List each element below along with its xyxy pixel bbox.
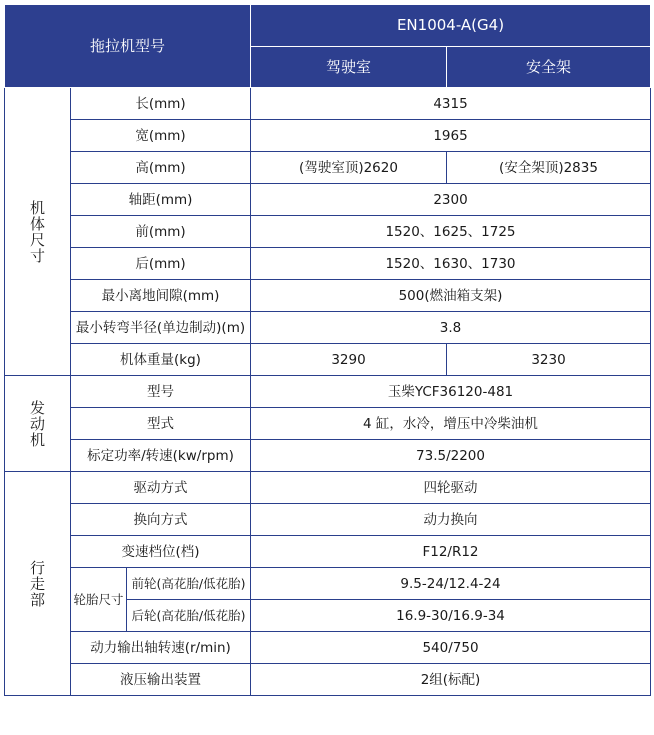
table-row bbox=[5, 664, 651, 696]
spec-table bbox=[4, 4, 651, 696]
row-value: 3.8 bbox=[251, 312, 651, 344]
row-label: 后(mm) bbox=[71, 248, 251, 280]
row-label: 最小转弯半径(单边制动)(m) bbox=[71, 312, 251, 344]
cab-column-header: 驾驶室 bbox=[251, 46, 447, 88]
row-value-frame: 3230 bbox=[447, 344, 651, 376]
row-label: 轴距(mm) bbox=[71, 184, 251, 216]
table-row bbox=[5, 248, 651, 280]
row-label: 后轮(高花胎/低花胎) bbox=[127, 600, 251, 632]
row-label: 标定功率/转速(kw/rpm) bbox=[71, 440, 251, 472]
row-label: 前轮(高花胎/低花胎) bbox=[127, 568, 251, 600]
section-drive: 行 走 部 bbox=[5, 472, 71, 696]
table-row bbox=[5, 568, 651, 600]
row-label: 驱动方式 bbox=[71, 472, 251, 504]
table-row bbox=[5, 120, 651, 152]
table-row bbox=[5, 376, 651, 408]
table-row bbox=[5, 536, 651, 568]
row-value: 1520、1625、1725 bbox=[251, 216, 651, 248]
table-row bbox=[5, 408, 651, 440]
row-label: 动力输出轴转速(r/min) bbox=[71, 632, 251, 664]
table-row bbox=[5, 152, 651, 184]
model-label: 拖拉机型号 bbox=[5, 5, 251, 88]
row-label: 型号 bbox=[71, 376, 251, 408]
row-label: 长(mm) bbox=[71, 88, 251, 120]
row-value: 1965 bbox=[251, 120, 651, 152]
row-label: 高(mm) bbox=[71, 152, 251, 184]
row-label: 换向方式 bbox=[71, 504, 251, 536]
table-row bbox=[5, 280, 651, 312]
row-value: 540/750 bbox=[251, 632, 651, 664]
model-value: EN1004-A(G4) bbox=[251, 5, 651, 47]
section-engine: 发 动 机 bbox=[5, 376, 71, 472]
row-label: 宽(mm) bbox=[71, 120, 251, 152]
table-row bbox=[5, 632, 651, 664]
row-value: 4 缸，水冷，增压中冷柴油机 bbox=[251, 408, 651, 440]
table-row bbox=[5, 440, 651, 472]
row-value: 16.9-30/16.9-34 bbox=[251, 600, 651, 632]
row-value: 4315 bbox=[251, 88, 651, 120]
table-row bbox=[5, 184, 651, 216]
table-row bbox=[5, 344, 651, 376]
row-label: 型式 bbox=[71, 408, 251, 440]
row-label: 前(mm) bbox=[71, 216, 251, 248]
row-value-cab: (驾驶室顶)2620 bbox=[251, 152, 447, 184]
row-value: 9.5-24/12.4-24 bbox=[251, 568, 651, 600]
table-row bbox=[5, 504, 651, 536]
row-label: 变速档位(档) bbox=[71, 536, 251, 568]
row-value: 2300 bbox=[251, 184, 651, 216]
row-value-frame: (安全架顶)2835 bbox=[447, 152, 651, 184]
table-row bbox=[5, 88, 651, 120]
row-value: F12/R12 bbox=[251, 536, 651, 568]
row-value: 1520、1630、1730 bbox=[251, 248, 651, 280]
row-label: 液压输出装置 bbox=[71, 664, 251, 696]
row-value-cab: 3290 bbox=[251, 344, 447, 376]
row-value: 500(燃油箱支架) bbox=[251, 280, 651, 312]
row-label: 最小离地间隙(mm) bbox=[71, 280, 251, 312]
row-value: 玉柴YCF36120-481 bbox=[251, 376, 651, 408]
table-row bbox=[5, 472, 651, 504]
section-dimensions: 机 体 尺 寸 bbox=[5, 88, 71, 376]
row-value: 73.5/2200 bbox=[251, 440, 651, 472]
tire-size-label: 轮胎尺寸 bbox=[71, 568, 127, 632]
table-row bbox=[5, 216, 651, 248]
row-value: 2组(标配) bbox=[251, 664, 651, 696]
row-value: 动力换向 bbox=[251, 504, 651, 536]
row-label: 机体重量(kg) bbox=[71, 344, 251, 376]
row-value: 四轮驱动 bbox=[251, 472, 651, 504]
frame-column-header: 安全架 bbox=[447, 46, 651, 88]
header-row bbox=[5, 5, 651, 47]
table-row bbox=[5, 312, 651, 344]
